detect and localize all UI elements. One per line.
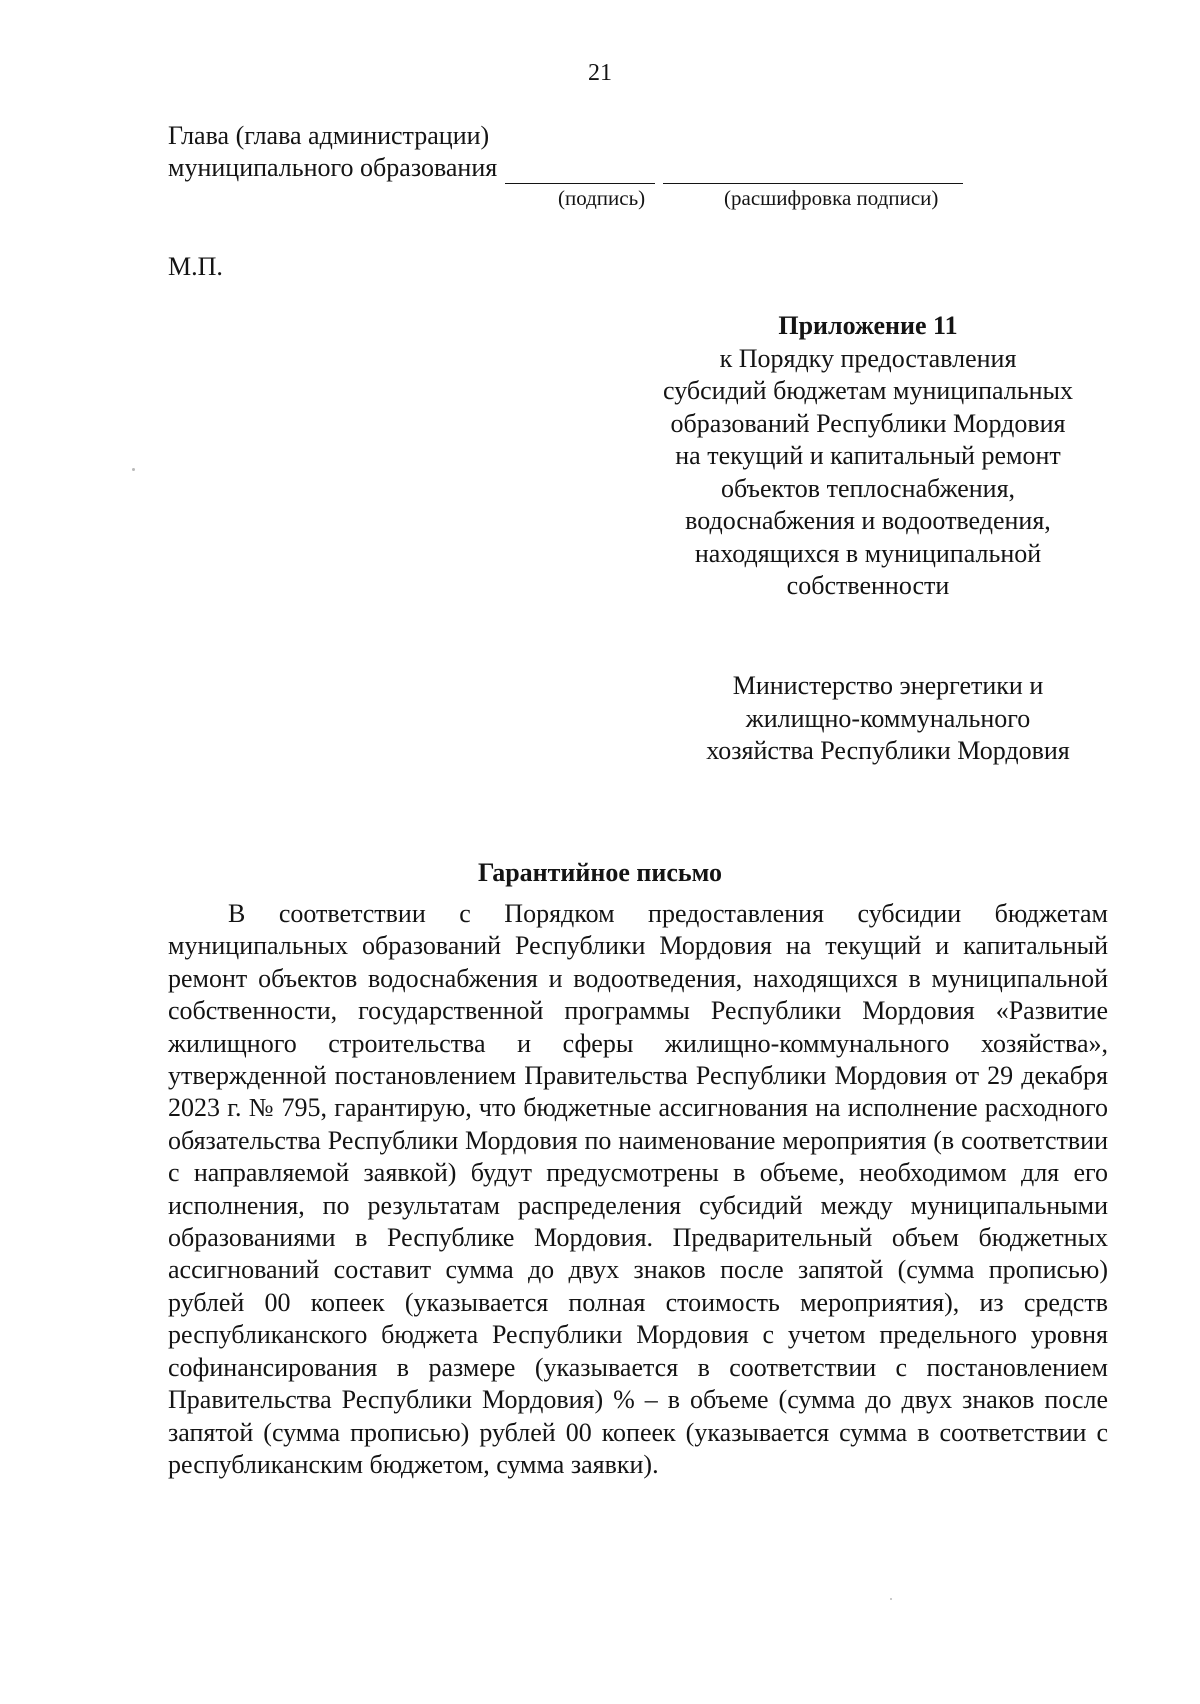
stamp-place-label: М.П. [168, 252, 223, 281]
signature-decode-blank-line [663, 157, 963, 184]
signature-position-line-2: муниципального образования [168, 153, 498, 182]
appendix-line: на текущий и капитальный ремонт [675, 441, 1061, 470]
recipient-line: жилищно-коммунального [745, 703, 1031, 733]
signature-caption: (подпись) [558, 186, 646, 210]
appendix-line: образований Республики Мордовия [670, 408, 1066, 438]
appendix-line: находящихся в муниципальной [694, 538, 1042, 568]
signature-row [168, 152, 963, 184]
letter-body [168, 898, 1108, 1481]
recipient-line: Министерство энергетики и [732, 671, 1044, 700]
appendix-title: Приложение 11 [778, 311, 958, 340]
signature-blank-line [505, 157, 655, 184]
recipient-block [680, 670, 1096, 768]
recipient-line: хозяйства Республики Мордовия [706, 736, 1070, 765]
appendix-line: объектов теплоснабжения, [720, 473, 1016, 503]
letter-title: Гарантийное письмо [477, 858, 723, 887]
scan-speck [132, 468, 135, 471]
page-number: 21 [588, 60, 612, 86]
appendix-line: субсидий бюджетам муниципальных [663, 376, 1073, 405]
scan-speck [890, 1598, 892, 1600]
appendix-line: к Порядку предоставления [719, 343, 1017, 373]
signature-position-line-1: Глава (глава администрации) [168, 121, 490, 150]
signature-decode-caption: (расшифровка подписи) [724, 186, 939, 210]
letter-paragraph: В соответствии с Порядком предоставления субсидии бюджетам муниципальных образований Республики Мордовия на текущий и капитальный ремонт объектов водоснабжения и водоотведения, находящихся в муниципальной собственности, государственной программы Республики Мордовия «Развитие жилищного строительства и сферы жилищно-коммунального хозяйства», утвержденной постановлением Правительства Республики Мордовия от 29 декабря 2023 г. № 795, гарантирую, что бюджетные ассигнования на исполнение расходного обязательства Республики Мордовия по наименование мероприятия (в соответствии с направляемой заявкой) будут предусмотрены в объеме, необходимом для его исполнения, по результатам распределения субсидий между муниципальными образованиями в Республике Мордовия. Предварительный объем бюджетных ассигнований составит сумма до двух знаков после запятой (сумма прописью) рублей 00 копеек (указывается полная стоимость мероприятия), из средств республиканского бюджета Республики Мордовия с учетом предельного уровня софинансирования в размере (указывается в соответствии с постановлением Правительства Республики Мордовия) % – в объеме (сумма до двух знаков после запятой (сумма прописью) рублей 00 копеек (указывается сумма в соответствии с республиканским бюджетом, сумма заявки). [168, 899, 1108, 1479]
appendix-line: водоснабжения и водоотведения, [685, 506, 1051, 535]
appendix-line: собственности [786, 571, 950, 600]
signature-block [168, 120, 963, 184]
appendix-header [640, 310, 1096, 603]
